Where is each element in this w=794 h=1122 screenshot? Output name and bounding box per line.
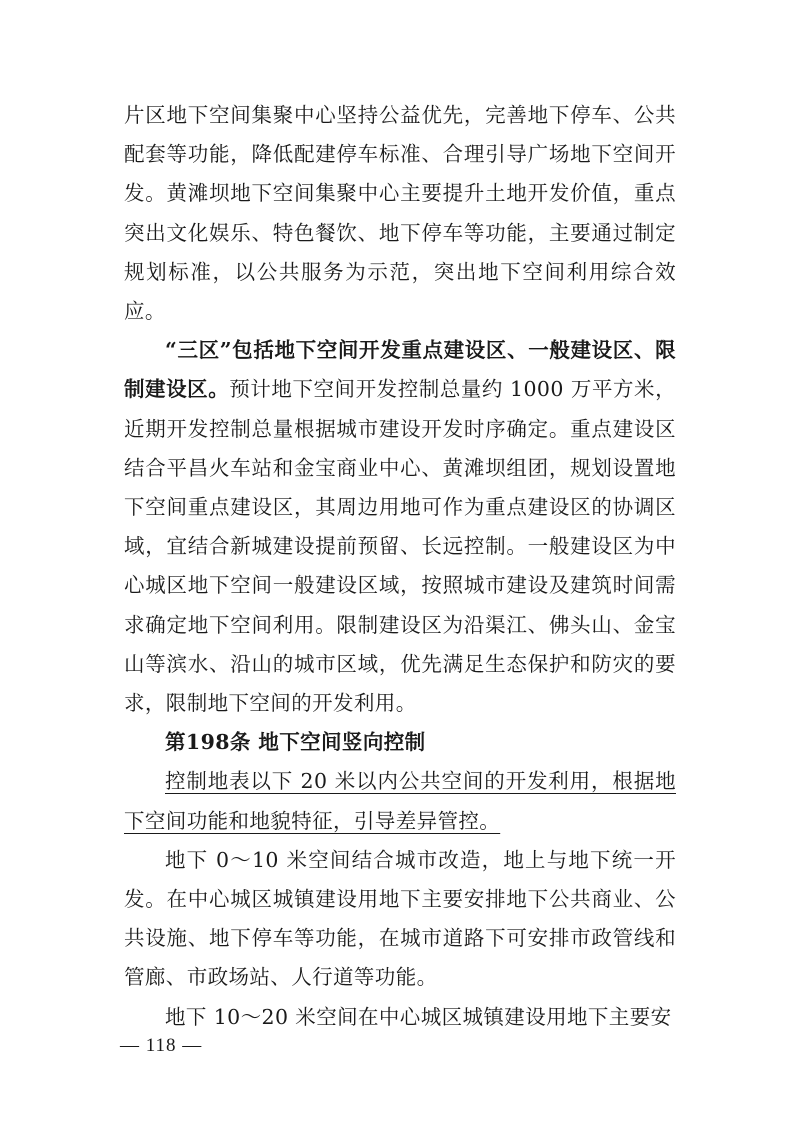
document-body [124, 96, 676, 1037]
paragraph-2 [124, 331, 676, 723]
paragraph-5: 地下 10～20 米空间在中心城区城镇建设用地下主要安 [165, 1004, 672, 1029]
paragraph-2-body: 预计地下空间开发控制总量约 1000 万平方米，近期开发控制总量根据城市建设开发时序确定。重点建设区结合平昌火车站和金宝商业中心、黄滩坝组团，规划设置地下空间重点建设区，其周边用地可作为重点建设区的协调区域，宜结合新城建设提前预留、长远控制。一般建设区为中心城区地下空间一般建设区域，按照城市建设及建筑时间需求确定地下空间利用。限制建设区为沿渠江、佛头山、金宝山等滨水、沿山的城市区域，优先满足生态保护和防灾的要求，限制地下空间的开发利用。 [124, 377, 677, 716]
paragraph-3-underlined: 控制地表以下 20 米以内公共空间的开发利用，根据地下空间功能和地貌特征，引导差异管控。 [124, 769, 676, 833]
paragraph-1: 片区地下空间集聚中心坚持公益优先，完善地下停车、公共配套等功能，降低配建停车标准、合理引导广场地下空间开发。黄滩坝地下空间集聚中心主要提升土地开发价值，重点突出文化娱乐、特色餐饮、地下停车等功能，主要通过制定规划标准，以公共服务为示范，突出地下空间利用综合效应。 [124, 103, 676, 324]
article-heading: 第198条 地下空间竖向控制 [165, 730, 426, 755]
page-number: — 118 — [120, 1035, 203, 1056]
paragraph-2-bold-lead: “三区”包括地下空间开发重点建设区、一般建设区、限制建设区。 [124, 338, 676, 402]
paragraph-3 [124, 762, 676, 840]
paragraph-4: 地下 0～10 米空间结合城市改造，地上与地下统一开发。在中心城区城镇建设用地下主要安排地下公共商业、公共设施、地下停车等功能，在城市道路下可安排市政管线和管廊、市政场站、人行道等功能。 [124, 847, 676, 990]
